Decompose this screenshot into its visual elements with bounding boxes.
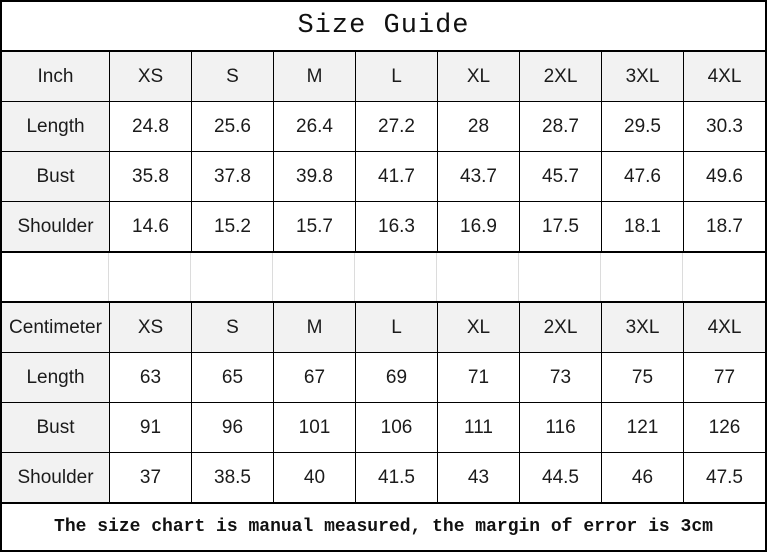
value-cell: 126 bbox=[684, 403, 765, 452]
value-cell: 18.7 bbox=[684, 202, 765, 251]
centimeter-table bbox=[2, 301, 765, 504]
page-title: Size Guide bbox=[297, 11, 470, 41]
value-cell: 41.7 bbox=[356, 152, 437, 201]
value-cell: 49.6 bbox=[684, 152, 765, 201]
spacer-cell bbox=[2, 253, 109, 301]
inch-bust-label: Bust bbox=[2, 152, 109, 201]
value-cell: 40 bbox=[274, 453, 355, 502]
value-cell: 27.2 bbox=[356, 102, 437, 151]
value-cell: 25.6 bbox=[192, 102, 273, 151]
cm-bust-label: Bust bbox=[2, 403, 109, 452]
value-cell: 16.9 bbox=[438, 202, 519, 251]
inch-size-header-l: L bbox=[356, 52, 437, 101]
value-cell: 111 bbox=[438, 403, 519, 452]
cm-size-header-xl: XL bbox=[438, 303, 519, 352]
spacer-cell bbox=[109, 253, 191, 301]
inch-size-header-xs: XS bbox=[110, 52, 191, 101]
value-cell: 106 bbox=[356, 403, 437, 452]
inch-size-header-4xl: 4XL bbox=[684, 52, 765, 101]
value-cell: 18.1 bbox=[602, 202, 683, 251]
value-cell: 121 bbox=[602, 403, 683, 452]
value-cell: 69 bbox=[356, 353, 437, 402]
value-cell: 73 bbox=[520, 353, 601, 402]
cm-size-header-4xl: 4XL bbox=[684, 303, 765, 352]
value-cell: 14.6 bbox=[110, 202, 191, 251]
value-cell: 37 bbox=[110, 453, 191, 502]
value-cell: 65 bbox=[192, 353, 273, 402]
value-cell: 67 bbox=[274, 353, 355, 402]
value-cell: 28 bbox=[438, 102, 519, 151]
cm-size-header-s: S bbox=[192, 303, 273, 352]
value-cell: 47.5 bbox=[684, 453, 765, 502]
cm-size-header-l: L bbox=[356, 303, 437, 352]
value-cell: 41.5 bbox=[356, 453, 437, 502]
inch-size-header-2xl: 2XL bbox=[520, 52, 601, 101]
value-cell: 43 bbox=[438, 453, 519, 502]
spacer-row bbox=[2, 253, 765, 301]
value-cell: 44.5 bbox=[520, 453, 601, 502]
spacer-cell bbox=[601, 253, 683, 301]
cm-length-label: Length bbox=[2, 353, 109, 402]
value-cell: 35.8 bbox=[110, 152, 191, 201]
value-cell: 24.8 bbox=[110, 102, 191, 151]
value-cell: 39.8 bbox=[274, 152, 355, 201]
value-cell: 96 bbox=[192, 403, 273, 452]
value-cell: 47.6 bbox=[602, 152, 683, 201]
spacer-cell bbox=[683, 253, 765, 301]
inch-size-header-s: S bbox=[192, 52, 273, 101]
value-cell: 30.3 bbox=[684, 102, 765, 151]
cm-unit-header-cell: Centimeter bbox=[2, 303, 109, 352]
cm-size-header-xs: XS bbox=[110, 303, 191, 352]
cm-size-header-3xl: 3XL bbox=[602, 303, 683, 352]
value-cell: 15.2 bbox=[192, 202, 273, 251]
inch-size-header-3xl: 3XL bbox=[602, 52, 683, 101]
value-cell: 101 bbox=[274, 403, 355, 452]
inch-size-header-xl: XL bbox=[438, 52, 519, 101]
inch-unit-header-cell: Inch bbox=[2, 52, 109, 101]
value-cell: 28.7 bbox=[520, 102, 601, 151]
value-cell: 16.3 bbox=[356, 202, 437, 251]
cm-size-header-m: M bbox=[274, 303, 355, 352]
spacer-cell bbox=[437, 253, 519, 301]
value-cell: 43.7 bbox=[438, 152, 519, 201]
cm-shoulder-label: Shoulder bbox=[2, 453, 109, 502]
value-cell: 77 bbox=[684, 353, 765, 402]
footer-note: The size chart is manual measured, the margin of error is 3cm bbox=[54, 517, 713, 537]
inch-size-header-m: M bbox=[274, 52, 355, 101]
value-cell: 17.5 bbox=[520, 202, 601, 251]
value-cell: 91 bbox=[110, 403, 191, 452]
inch-shoulder-label: Shoulder bbox=[2, 202, 109, 251]
inch-table bbox=[2, 50, 765, 253]
value-cell: 71 bbox=[438, 353, 519, 402]
value-cell: 46 bbox=[602, 453, 683, 502]
value-cell: 116 bbox=[520, 403, 601, 452]
spacer-cell bbox=[355, 253, 437, 301]
value-cell: 26.4 bbox=[274, 102, 355, 151]
value-cell: 15.7 bbox=[274, 202, 355, 251]
value-cell: 37.8 bbox=[192, 152, 273, 201]
value-cell: 75 bbox=[602, 353, 683, 402]
spacer-cell bbox=[273, 253, 355, 301]
value-cell: 45.7 bbox=[520, 152, 601, 201]
spacer-cell bbox=[519, 253, 601, 301]
value-cell: 38.5 bbox=[192, 453, 273, 502]
spacer-cell bbox=[191, 253, 273, 301]
cm-size-header-2xl: 2XL bbox=[520, 303, 601, 352]
inch-length-label: Length bbox=[2, 102, 109, 151]
value-cell: 63 bbox=[110, 353, 191, 402]
value-cell: 29.5 bbox=[602, 102, 683, 151]
